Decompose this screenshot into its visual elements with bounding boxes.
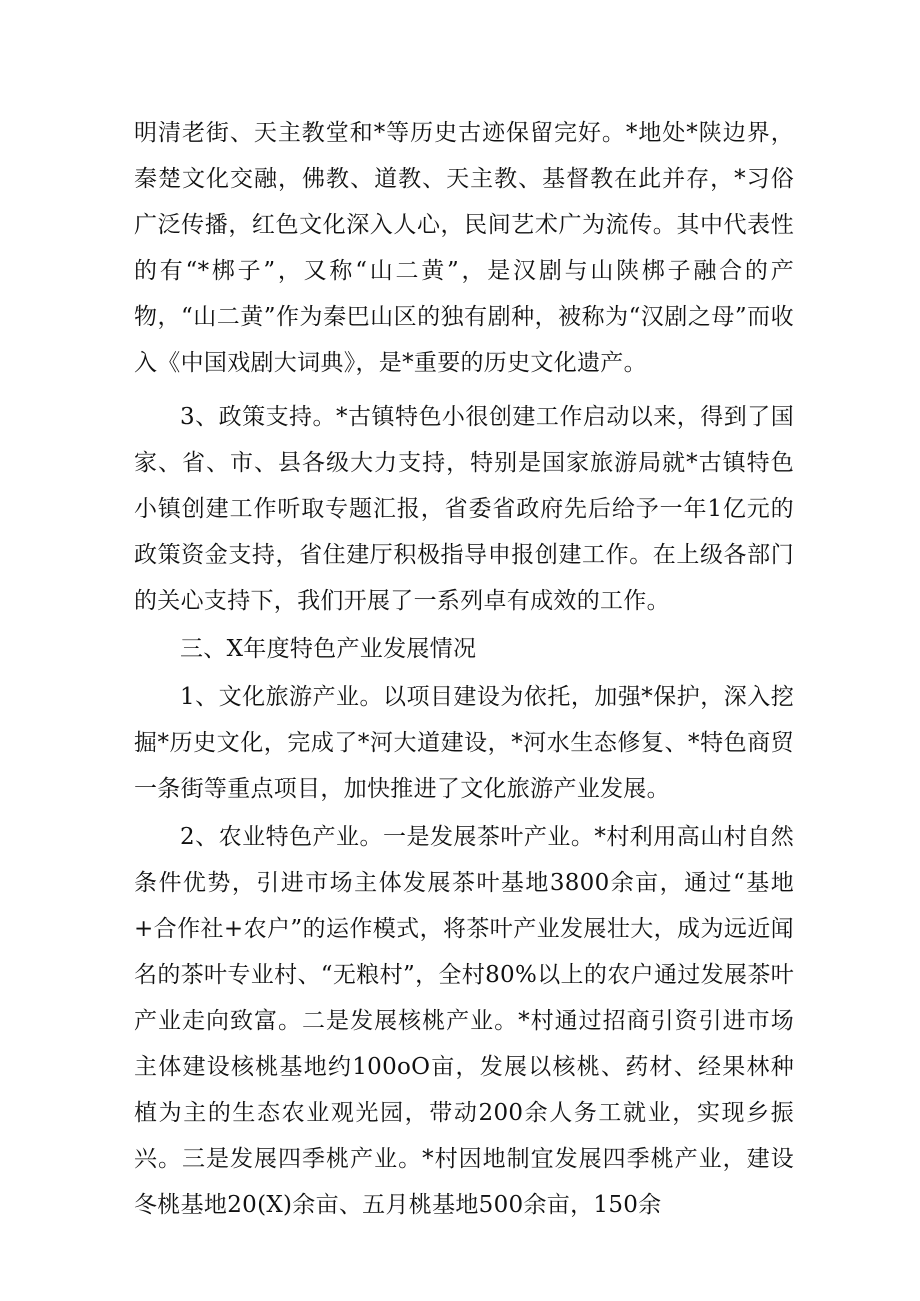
paragraph-cultural-tourism: 1、文化旅游产业。以项目建设为依托，加强*保护，深入挖掘*历史文化，完成了*河大道建设，*河水生态修复、*特色商贸一条街等重点项目，加快推进了文化旅游产业发展。 — [134, 684, 794, 802]
section-heading-industry-development: 三、X年度特色产业发展情况 — [180, 636, 477, 662]
paragraph-agriculture: 2、农业特色产业。一是发展茶叶产业。*村利用高山村自然条件优势，引进市场主体发展茶叶基地3800余亩，通过“基地+合作社+农户”的运作模式，将茶叶产业发展壮大，成为远近闻名的茶叶专业村、“无粮村”，全村80%以上的农户通过发展茶叶产业走向致富。二是发展核桃产业。*村通过招商引资引进市场主体建设核桃基地约100oO亩，发展以核桃、药材、经果林种植为主的生态农业观光园，带动200余人务工就业，实现乡振兴。三是发展四季桃产业。*村因地制宜发展四季桃产业，建设冬桃基地20(X)余亩、五月桃基地500余亩，150余 — [134, 824, 794, 1218]
paragraph-cultural-heritage: 明清老街、天主教堂和*等历史古迹保留完好。*地处*陕边界，秦楚文化交融，佛教、道教、天主教、基督教在此并存，*习俗广泛传播，红色文化深入人心，民间艺术广为流传。其中代表性的有“*梆子”，又称“山二黄”，是汉剧与山陕梆子融合的产物，“山二黄”作为秦巴山区的独有剧种，被称为“汉剧之母”而收入《中国戏剧大词典》，是*重要的历史文化遗产。 — [134, 120, 794, 376]
paragraph-policy-support: 3、政策支持。*古镇特色小很创建工作启动以来，得到了国家、省、市、县各级大力支持，特别是国家旅游局就*古镇特色小镇创建工作听取专题汇报，省委省政府先后给予一年1亿元的政策资金支持，省住建厅积极指导申报创建工作。在上级各部门的关心支持下，我们开展了一系列卓有成效的工作。 — [134, 404, 794, 614]
